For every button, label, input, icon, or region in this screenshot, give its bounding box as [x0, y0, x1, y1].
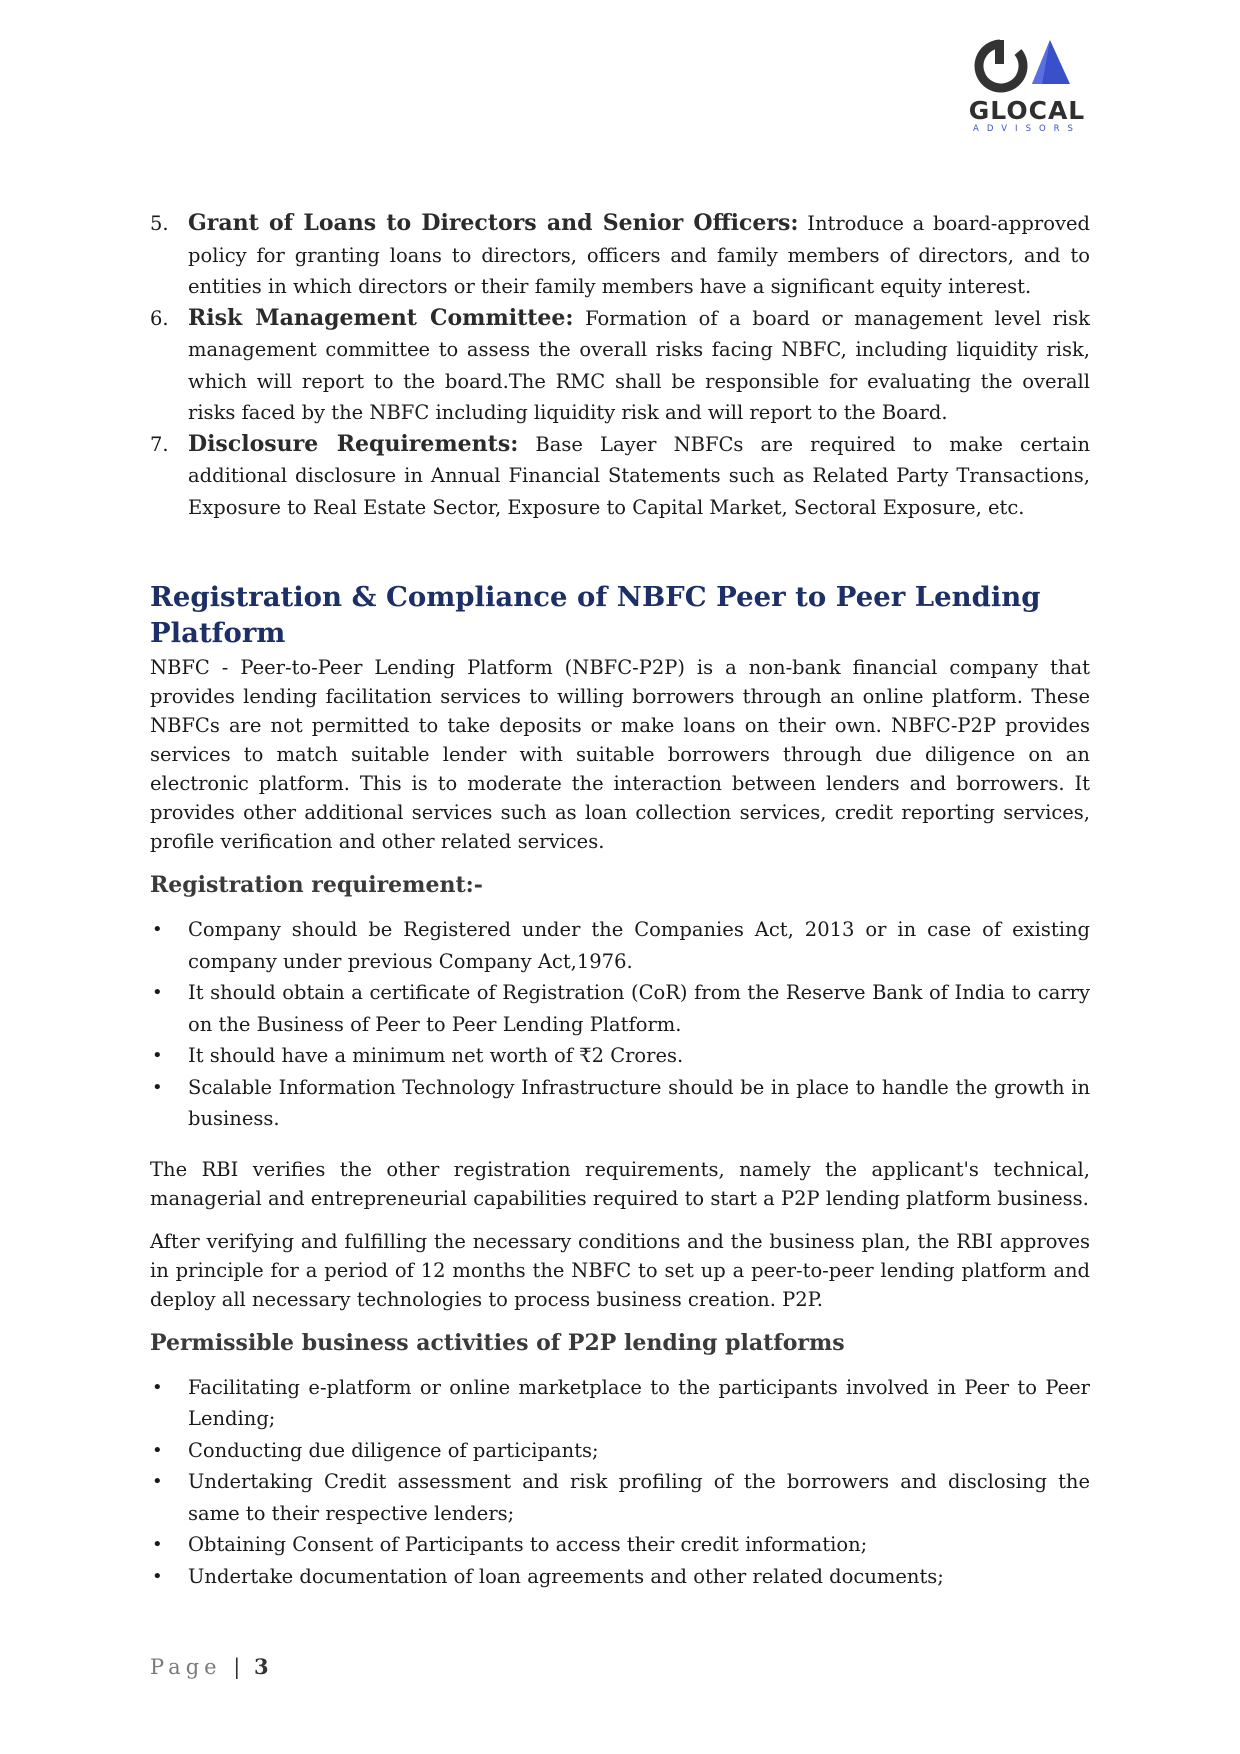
list-item — [150, 1435, 1090, 1467]
intro-paragraph: NBFC - Peer-to-Peer Lending Platform (NBFC-P2P) is a non-bank financial company that provides lending facilitation services to willing borrowers through an online platform. These NBFCs are not permitted to take deposits or make loans on their own. NBFC-P2P provides services to match suitable lender with suitable borrowers through due diligence on an electronic platform. This is to moderate the interaction between lenders and borrowers. It provides other additional services such as loan collection services, credit reporting services, profile verification and other related services. — [150, 656, 1090, 853]
item-text: Formation of a board or management level risk management committee to assess the overall risks facing NBFC, including liquidity risk, which will report to the board.The RMC shall be responsible for evaluating the overall risks faced by the NBFC including liquidity risk and will report to the Board. — [188, 306, 1090, 424]
page-label: Page — [150, 1655, 222, 1679]
numbered-list — [150, 208, 1090, 523]
list-item-text: Conducting due diligence of participants; — [188, 1438, 599, 1462]
item-text: Base Layer NBFCs are required to make certain additional disclosure in Annual Financial Statements such as Related Party Transactions, Exposure to Real Estate Sector, Exposure to Capital Market, Sectoral Exposure, etc. — [188, 432, 1091, 519]
list-item-text: Company should be Registered under the Companies Act, 2013 or in case of existing company under previous Company Act,1976. — [188, 918, 1090, 973]
list-item — [150, 914, 1090, 977]
list-item-text: Facilitating e-platform or online marketplace to the participants involved in Peer to Peer Lending; — [188, 1375, 1090, 1430]
permissible-list — [150, 1372, 1090, 1593]
item-text: Introduce a board-approved policy for granting loans to directors, officers and family members of directors, and to entities in which directors or their family members have a significant equity interest. — [188, 212, 1090, 298]
rbi-paragraph: The RBI verifies the other registration requirements, namely the applicant's technical, managerial and entrepreneurial capabilities required to start a P2P lending platform business. — [150, 1157, 1090, 1210]
item-heading: Disclosure Requirements: — [188, 430, 519, 457]
bullet-icon: • — [152, 1076, 163, 1098]
list-item — [150, 208, 1090, 303]
permissible-heading: Permissible business activities of P2P lending platforms — [150, 1329, 845, 1356]
footer-separator: | — [233, 1655, 243, 1679]
item-number: 5. — [150, 212, 169, 235]
bullet-icon: • — [152, 1045, 163, 1066]
bullet-icon: • — [152, 1471, 163, 1492]
section-title: Registration & Compliance of NBFC Peer to Peer Lending Platform — [150, 581, 1041, 649]
list-item-text: Scalable Information Technology Infrastructure should be in place to handle the growth in business. — [188, 1075, 1090, 1130]
list-item — [150, 1040, 1090, 1072]
list-item-text: It should have a minimum net worth of ₹2 Crores. — [188, 1044, 684, 1067]
bullet-icon: • — [152, 982, 163, 1003]
list-item — [150, 1466, 1090, 1529]
bullet-icon: • — [152, 919, 163, 940]
list-item — [150, 977, 1090, 1040]
glocal-advisors-logo — [960, 38, 1090, 138]
list-item-text: Obtaining Consent of Participants to access their credit information; — [188, 1533, 868, 1556]
list-item-text: It should obtain a certificate of Registration (CoR) from the Reserve Bank of India to carry on the Business of Peer to Peer Lending Platform. — [188, 981, 1090, 1036]
list-item-text: Undertaking Credit assessment and risk profiling of the borrowers and disclosing the same to their respective lenders; — [188, 1470, 1090, 1525]
page-number: 3 — [254, 1654, 269, 1679]
registration-heading: Registration requirement:- — [150, 872, 483, 898]
list-item — [150, 1372, 1090, 1435]
approval-paragraph: After verifying and fulfilling the necessary conditions and the business plan, the RBI approves in principle for a period of 12 months the NBFC to set up a peer-to-peer lending platform and deploy all necessary technologies to process business creation. P2P. — [150, 1229, 1090, 1311]
list-item — [150, 1561, 1090, 1593]
logo-wordmark: GLOCAL — [968, 96, 1086, 125]
page-footer — [150, 1654, 269, 1679]
bullet-icon: • — [152, 1534, 163, 1555]
list-item — [150, 1529, 1090, 1561]
logo-subtitle: ADVISORS — [973, 124, 1081, 134]
list-item — [150, 429, 1090, 524]
bullet-icon: • — [152, 1439, 163, 1461]
item-number: 7. — [150, 432, 169, 456]
item-heading: Risk Management Committee: — [188, 304, 574, 331]
registration-list — [150, 914, 1090, 1135]
list-item-text: Undertake documentation of loan agreements and other related documents; — [188, 1564, 944, 1588]
bullet-icon: • — [152, 1565, 163, 1587]
bullet-icon: • — [152, 1376, 163, 1398]
item-heading: Grant of Loans to Directors and Senior Officers: — [188, 210, 799, 236]
item-number: 6. — [150, 306, 169, 330]
logo-mark-icon — [972, 38, 1082, 98]
list-item — [150, 1072, 1090, 1135]
list-item — [150, 303, 1090, 429]
page-content — [150, 208, 1090, 1592]
